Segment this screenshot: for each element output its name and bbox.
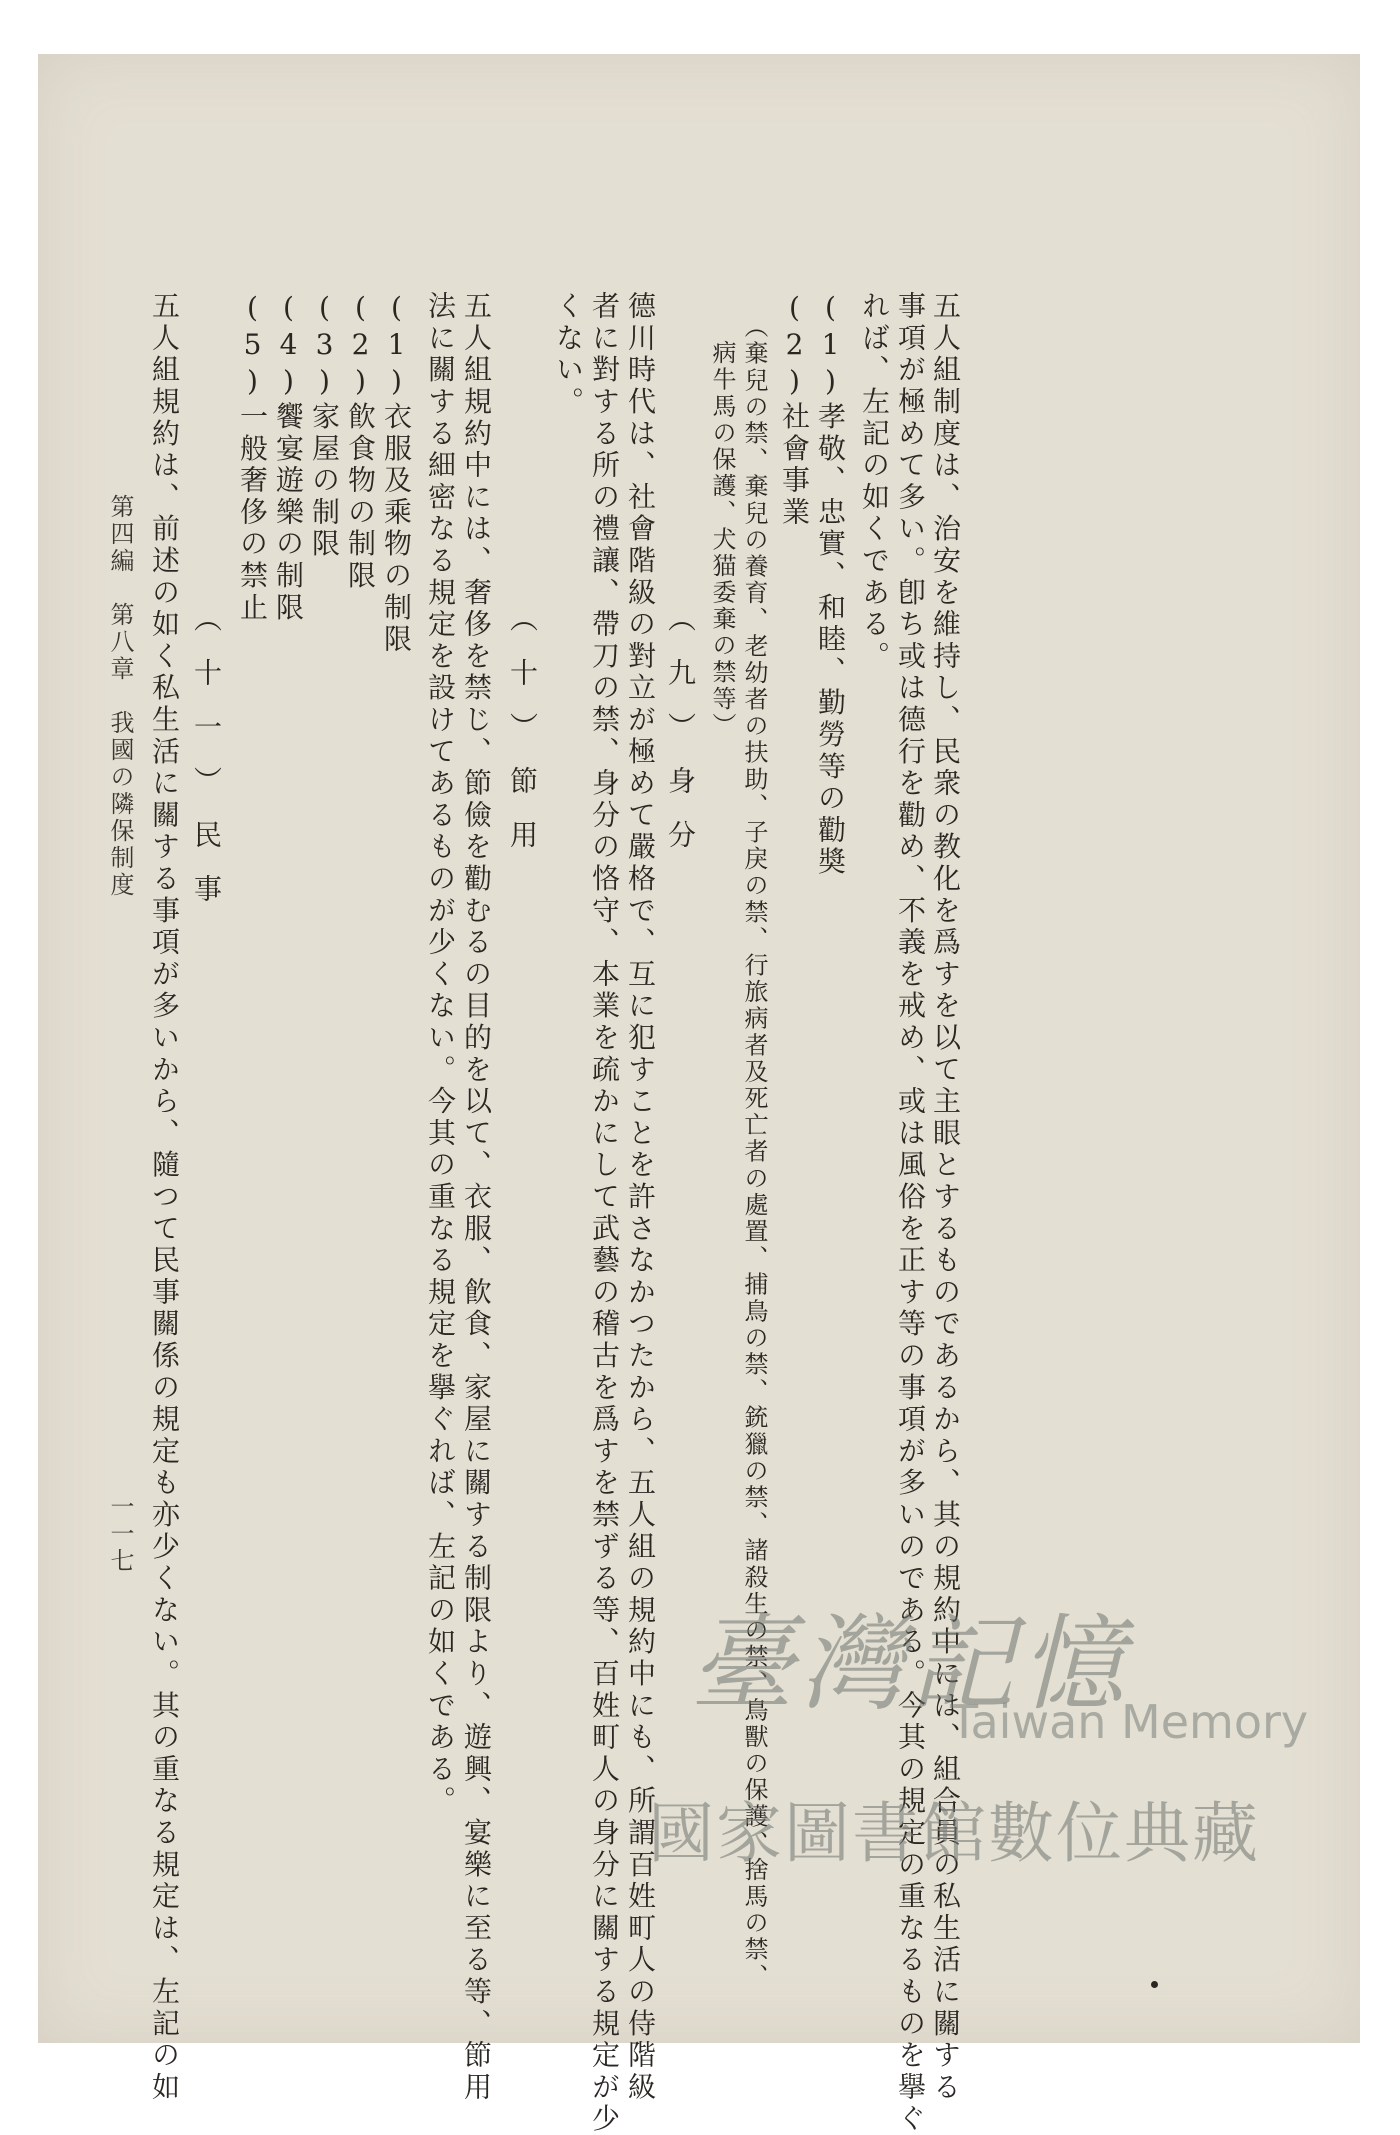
text-column-9: 五人組規約は、前述の如く私生活に關する事項が多いから、隨つて民事關係の規定も亦少くない。其の重なる規定は、左記の如 [148, 291, 181, 2104]
section-heading-10: （十）節用 [506, 604, 539, 874]
list-item-1: (1)孝敬、忠實、和睦、勤勞等の勸奬 [814, 291, 847, 879]
list-item-3: (1)衣服及乘物の制限 [380, 291, 413, 656]
note-column-2: 病牛馬の保護、犬猫委棄の禁等） [708, 340, 736, 739]
section-heading-9: （九）身分 [664, 604, 697, 874]
text-column-4: 德川時代は、社會階級の對立が極めて嚴格で、互に犯すことを許さなかつたから、五人組の規約中にも、所謂百姓町人の侍階級 [624, 291, 657, 2104]
note-column-1: （棄兒の禁、棄兒の養育、老幼者の扶助、子戾の禁、行旅病者及死亡者の處置、捕鳥の禁、銃獵の禁、諸殺生の禁、鳥獸の保護、捨馬の禁、 [740, 314, 768, 1990]
text-column-2: 事項が極めて多い。卽ち或は德行を勸め、不義を戒め、或は風俗を正す等の事項が多いのである。今其の規定の重なるものを擧ぐ [894, 291, 927, 2135]
text-column-1: 五人組制度は、治安を維持し、民衆の教化を爲すを以て主眼とするものであるから、其の規約中には、組合員の私生活に關する [929, 291, 962, 2104]
list-item-5: (3)家屋の制限 [308, 291, 341, 561]
watermark-script: 臺灣記憶 [690, 1603, 1131, 1725]
page-number: 一一七 [106, 1494, 134, 1575]
list-item-7: (5)一般奢侈の禁止 [236, 291, 269, 624]
list-item-2: (2)社會事業 [778, 291, 811, 529]
text-column-8: 法に關する細密なる規定を設けてあるものが少くない。今其の重なる規定を擧ぐれば、左記の如くである。 [424, 291, 457, 1818]
section-heading-11: （十一）民事 [190, 604, 223, 928]
text-column-3: れば、左記の如くである。 [858, 291, 891, 673]
watermark-english: Taiwan Memory [950, 1695, 1309, 1749]
watermark-chinese: 國家圖書館數位典藏 [648, 1795, 1260, 1872]
text-column-5: 者に對する所の禮讓、帶刀の禁、身分の恪守、本業を疏かにして武藝の稽古を爲すを禁ずる等、百姓町人の身分に關する規定が少 [588, 291, 621, 2135]
ink-dot [1151, 1981, 1158, 1988]
running-footer: 第四編 第八章 我國の隣保制度 [106, 494, 134, 899]
list-item-4: (2)飮食物の制限 [344, 291, 377, 593]
text-column-7: 五人組規約中には、奢侈を禁じ、節儉を勸むるの目的を以て、衣服、飮食、家屋に關する制限より、遊興、宴樂に至る等、節用 [460, 291, 493, 2104]
list-item-6: (4)饗宴遊樂の制限 [272, 291, 305, 624]
text-column-6: くない。 [552, 291, 585, 419]
